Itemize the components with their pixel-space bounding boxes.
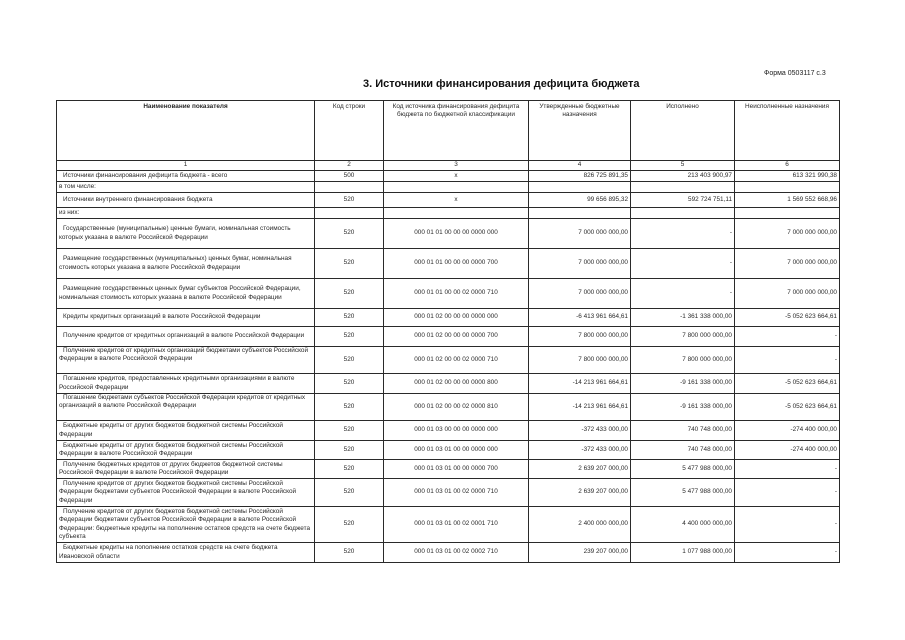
header-unexecuted: Неисполненные назначения [735,101,840,161]
header-line-code: Код строки [315,101,384,161]
table-row [57,249,840,279]
table-row [57,219,840,249]
row-unexecuted: -5 052 623 664,61 [735,394,840,421]
row-line-code: 520 [315,479,384,507]
row-unexecuted: 7 000 000 000,00 [735,219,840,249]
row-source-code: 000 01 01 00 00 00 0000 700 [384,249,529,279]
row-name: Получение кредитов от кредитных организаций в валюте Российской Федерации [57,327,315,347]
row-unexecuted: -5 052 623 664,61 [735,309,840,327]
row-unexecuted: - [735,479,840,507]
row-name: Источники финансирования дефицита бюджета - всего [57,171,315,182]
table-row [57,279,840,309]
row-source-code: 000 01 03 00 00 00 0000 000 [384,421,529,441]
row-source-code: 000 01 01 00 00 02 0000 710 [384,279,529,309]
column-number: 4 [529,161,631,171]
row-line-code: 520 [315,249,384,279]
row-unexecuted: - [735,507,840,543]
row-unexecuted: 7 000 000 000,00 [735,279,840,309]
row-unexecuted [735,182,840,193]
row-approved: 2 639 207 000,00 [529,460,631,479]
row-approved: 826 725 891,35 [529,171,631,182]
row-executed: -9 161 338 000,00 [631,394,735,421]
row-unexecuted: -274 400 000,00 [735,421,840,441]
row-unexecuted: 613 321 990,38 [735,171,840,182]
table-row [57,543,840,563]
row-source-code: 000 01 03 01 00 02 0000 710 [384,479,529,507]
row-source-code: 000 01 02 00 00 00 0000 700 [384,327,529,347]
row-line-code: 520 [315,543,384,563]
row-line-code: 520 [315,394,384,421]
row-executed: 4 400 000 000,00 [631,507,735,543]
row-approved: 239 207 000,00 [529,543,631,563]
column-numbers-row [57,161,840,171]
row-line-code: 520 [315,421,384,441]
row-line-code: 520 [315,219,384,249]
row-source-code: 000 01 02 00 00 02 0000 710 [384,347,529,374]
row-line-code: 520 [315,347,384,374]
row-unexecuted: 1 569 552 668,96 [735,193,840,208]
row-source-code: 000 01 02 00 00 02 0000 810 [384,394,529,421]
table-row [57,460,840,479]
row-executed: 7 800 000 000,00 [631,327,735,347]
header-executed: Исполнено [631,101,735,161]
header-indicator-name: Наименование показателя [57,101,315,161]
row-executed: -9 161 338 000,00 [631,374,735,394]
table-row [57,171,840,182]
row-line-code: 520 [315,309,384,327]
row-source-code: 000 01 03 01 00 02 0002 710 [384,543,529,563]
row-approved: 7 000 000 000,00 [529,219,631,249]
row-unexecuted [735,208,840,219]
row-name: Бюджетные кредиты от других бюджетов бюджетной системы Российской Федерации в валюте Российской Федерации [57,441,315,460]
row-name: Кредиты кредитных организаций в валюте Российской Федерации [57,309,315,327]
row-executed: 5 477 988 000,00 [631,460,735,479]
row-name: Размещение государственных ценных бумаг субъектов Российской Федерации, номинальная стоимость которых указана в валюте Российской Федерации [57,279,315,309]
row-source-code: 000 01 02 00 00 00 0000 800 [384,374,529,394]
row-unexecuted: -274 400 000,00 [735,441,840,460]
row-approved: 7 000 000 000,00 [529,279,631,309]
row-name: Государственные (муниципальные) ценные бумаги, номинальная стоимость которых указана в валюте Российской Федерации [57,219,315,249]
row-line-code: 500 [315,171,384,182]
row-name: Получение бюджетных кредитов от других бюджетов бюджетной системы Российской Федерации в валюте Российской Федерации [57,460,315,479]
table-row [57,327,840,347]
row-unexecuted: - [735,543,840,563]
column-number: 3 [384,161,529,171]
row-approved: 7 800 000 000,00 [529,327,631,347]
row-unexecuted: - [735,460,840,479]
row-name: из них: [57,208,315,219]
row-line-code: 520 [315,507,384,543]
column-number: 5 [631,161,735,171]
row-line-code: 520 [315,374,384,394]
row-source-code [384,208,529,219]
table-row [57,309,840,327]
row-executed: 213 403 900,97 [631,171,735,182]
row-unexecuted: 7 000 000 000,00 [735,249,840,279]
table-row [57,208,840,219]
row-source-code: 000 01 03 01 00 00 0000 700 [384,460,529,479]
row-line-code: 520 [315,441,384,460]
row-executed: - [631,279,735,309]
row-line-code: 520 [315,460,384,479]
row-line-code [315,208,384,219]
row-approved: -372 433 000,00 [529,421,631,441]
row-executed [631,182,735,193]
row-name: Погашение бюджетами субъектов Российской Федерации кредитов от кредитных организаций в валюте Российской Федерации [57,394,315,421]
financing-sources-table [56,100,840,563]
row-unexecuted: -5 052 623 664,61 [735,374,840,394]
row-executed: 5 477 988 000,00 [631,479,735,507]
row-name: Погашение кредитов, предоставленных кредитными организациями в валюте Российской Федерации [57,374,315,394]
row-executed [631,208,735,219]
row-unexecuted: - [735,327,840,347]
row-executed: - [631,249,735,279]
row-approved: 2 639 207 000,00 [529,479,631,507]
row-line-code: 520 [315,327,384,347]
table-header-row [57,101,840,161]
header-source-code: Код источника финансирования дефицита бюджета по бюджетной классификации [384,101,529,161]
header-approved: Утвержденные бюджетные назначения [529,101,631,161]
table-row [57,347,840,374]
row-executed: 7 800 000 000,00 [631,347,735,374]
row-executed: 740 748 000,00 [631,441,735,460]
row-source-code [384,182,529,193]
row-name: Получение кредитов от кредитных организаций бюджетами субъектов Российской Федерации в валюте Российской Федерации [57,347,315,374]
row-approved: -14 213 961 664,61 [529,374,631,394]
row-name: Бюджетные кредиты от других бюджетов бюджетной системы Российской Федерации [57,421,315,441]
row-name: Получение кредитов от других бюджетов бюджетной системы Российской Федерации бюджетами субъектов Российской Федерации в валюте Российской Федерации: бюджетные кредиты на пополнение остатков средств на счете бюджета субъекта [57,507,315,543]
row-approved: 2 400 000 000,00 [529,507,631,543]
row-name: Источники внутреннего финансирования бюджета [57,193,315,208]
row-source-code: 000 01 02 00 00 00 0000 000 [384,309,529,327]
row-approved: -14 213 961 664,61 [529,394,631,421]
table-row [57,394,840,421]
row-approved: -6 413 961 664,61 [529,309,631,327]
row-approved [529,208,631,219]
row-executed: 1 077 988 000,00 [631,543,735,563]
row-unexecuted: - [735,347,840,374]
row-name: в том числе: [57,182,315,193]
row-line-code [315,182,384,193]
column-number: 1 [57,161,315,171]
table-row [57,182,840,193]
document-title: 3. Источники финансирования дефицита бюджета [363,78,640,90]
table-row [57,421,840,441]
row-source-code: x [384,193,529,208]
row-approved: 7 800 000 000,00 [529,347,631,374]
row-source-code: 000 01 03 01 00 00 0000 000 [384,441,529,460]
row-line-code: 520 [315,193,384,208]
table-row [57,479,840,507]
row-name: Размещение государственных (муниципальных) ценных бумаг, номинальная стоимость которых указана в валюте Российской Федерации [57,249,315,279]
table-row [57,374,840,394]
row-source-code: 000 01 03 01 00 02 0001 710 [384,507,529,543]
form-code: Форма 0503117 с.3 [764,70,826,77]
row-approved: 7 000 000 000,00 [529,249,631,279]
row-source-code: 000 01 01 00 00 00 0000 000 [384,219,529,249]
table-row [57,193,840,208]
table-row [57,507,840,543]
row-executed: 740 748 000,00 [631,421,735,441]
row-approved [529,182,631,193]
column-number: 2 [315,161,384,171]
row-executed: - [631,219,735,249]
table-row [57,441,840,460]
row-line-code: 520 [315,279,384,309]
row-approved: -372 433 000,00 [529,441,631,460]
row-name: Получение кредитов от других бюджетов бюджетной системы Российской Федерации бюджетами субъектов Российской Федерации в валюте Российской Федерации [57,479,315,507]
column-number: 6 [735,161,840,171]
row-name: Бюджетные кредиты на пополнение остатков средств на счете бюджета Ивановской области [57,543,315,563]
row-executed: -1 361 338 000,00 [631,309,735,327]
row-source-code: x [384,171,529,182]
row-executed: 592 724 751,11 [631,193,735,208]
row-approved: 99 656 895,32 [529,193,631,208]
